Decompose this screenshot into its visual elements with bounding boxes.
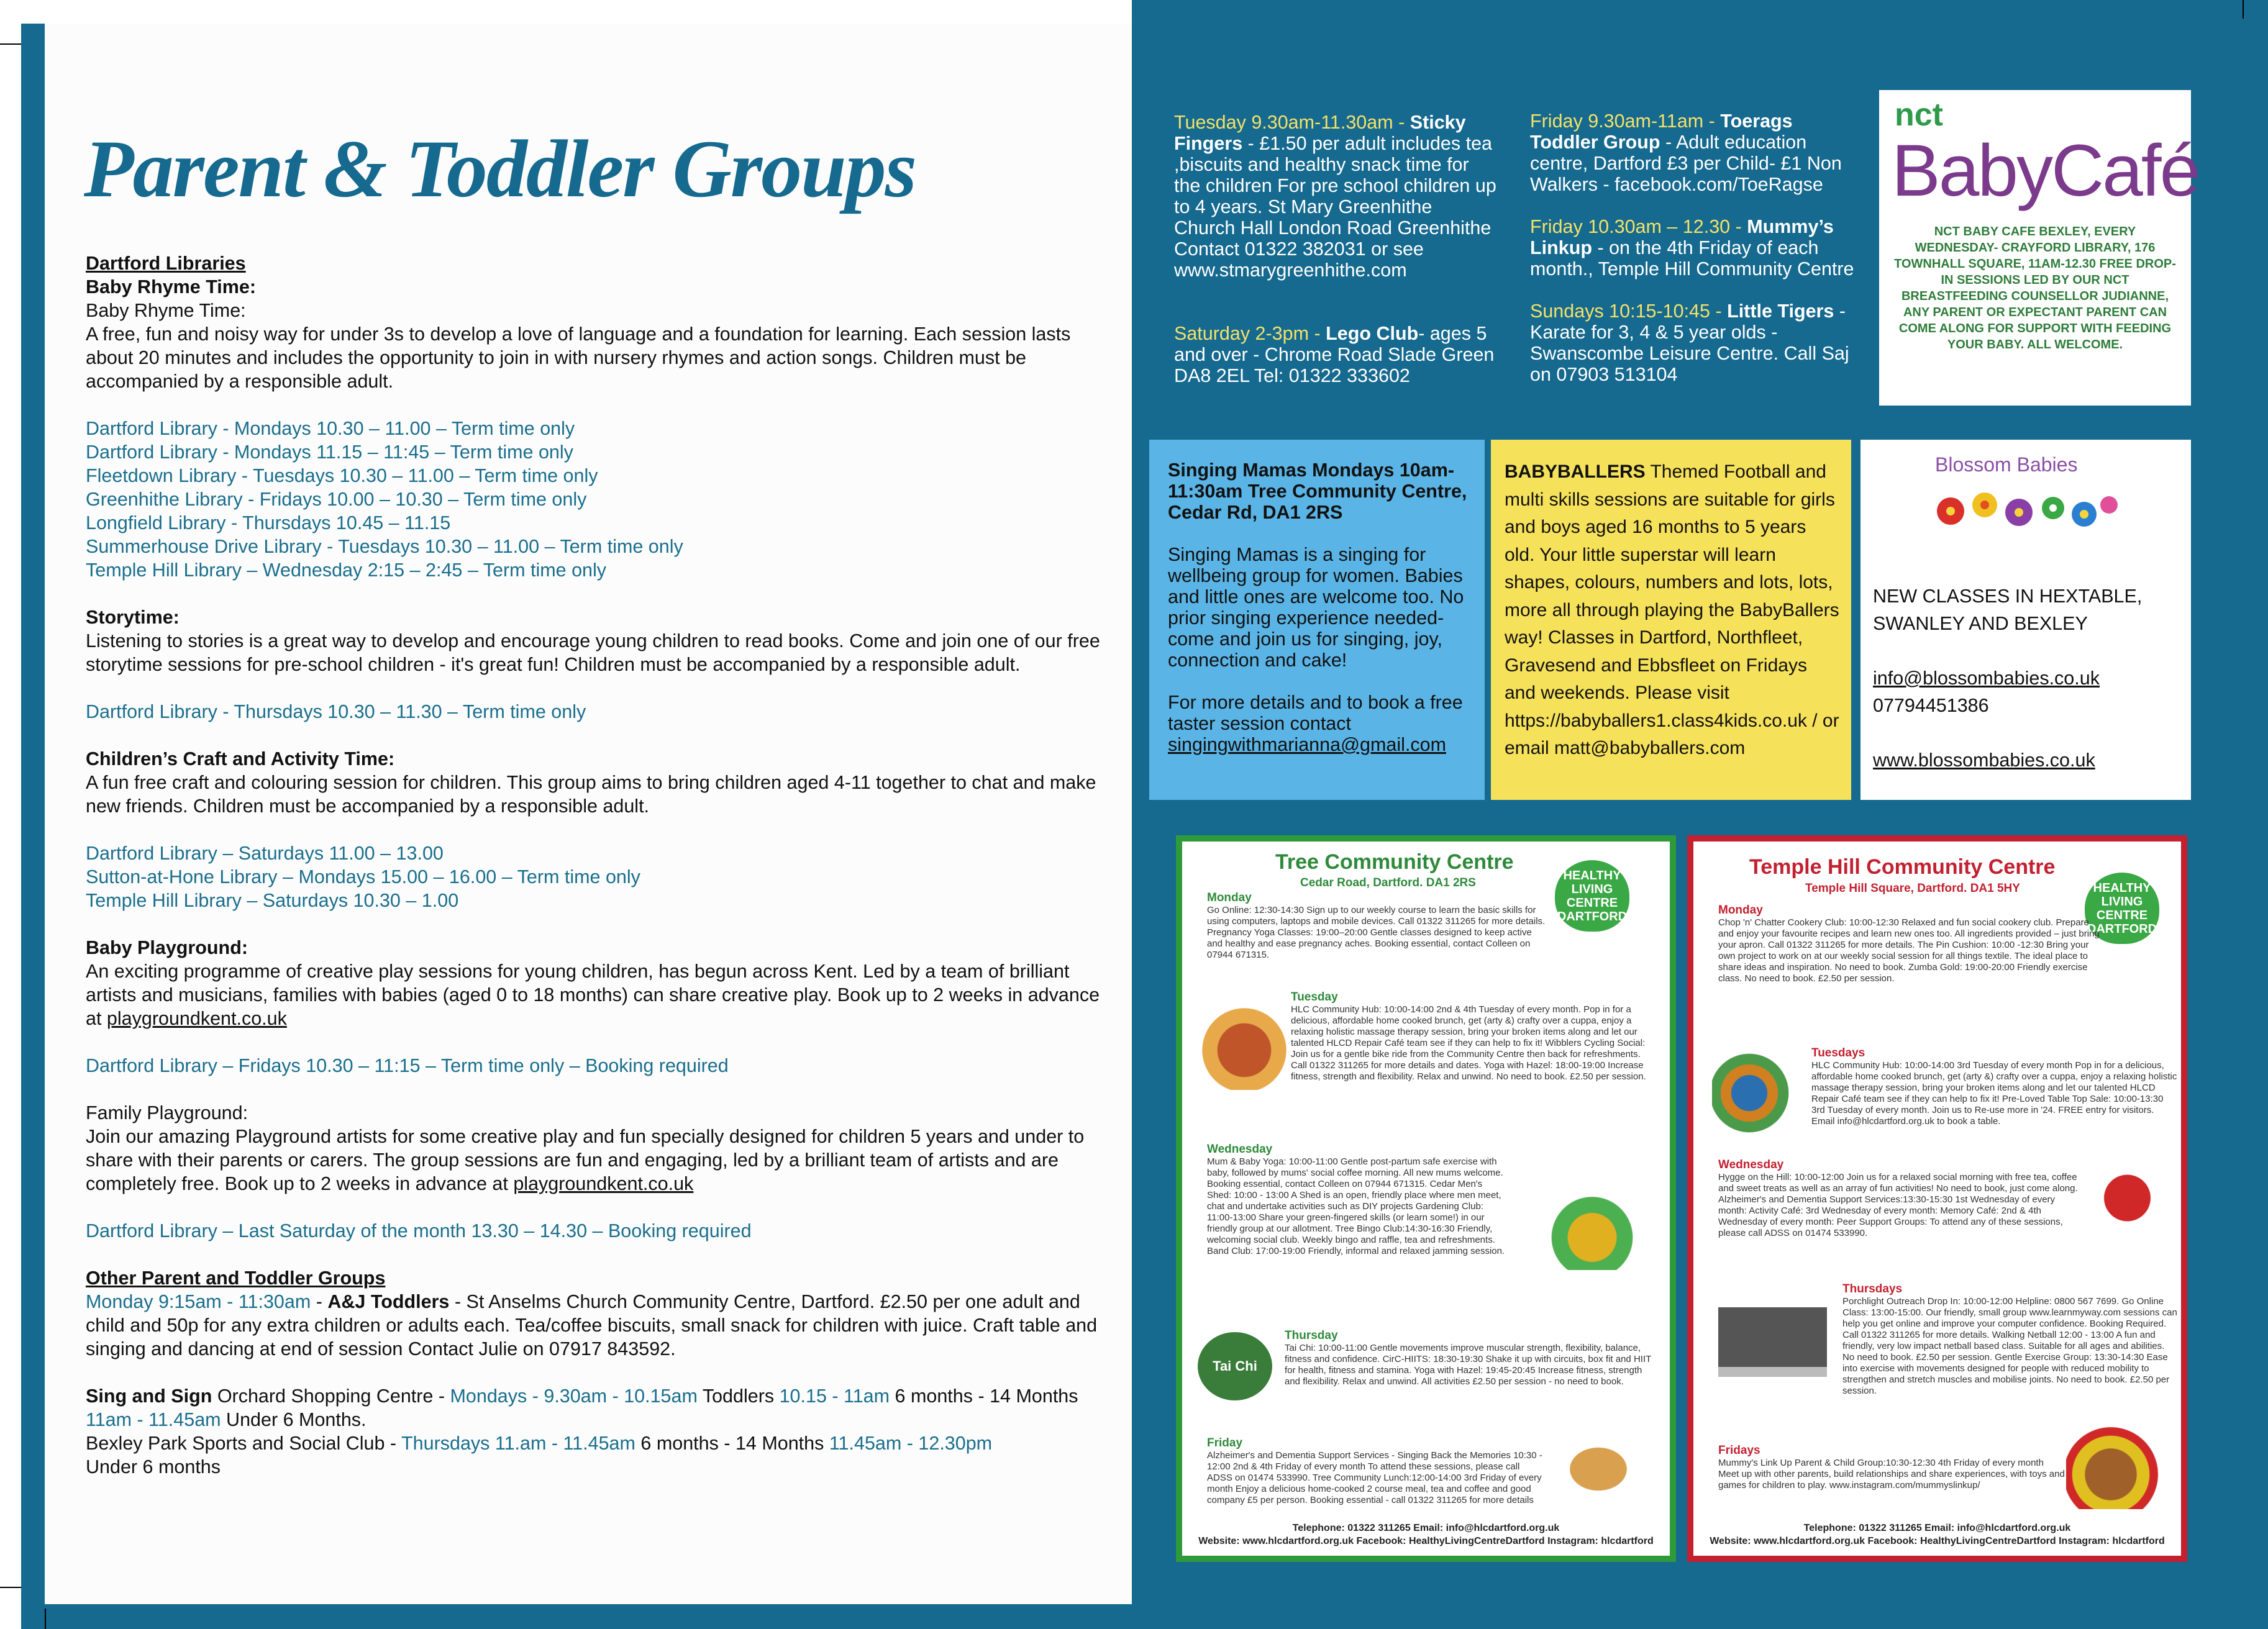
family-description (86, 1125, 1117, 1196)
flower-purple-icon (2005, 499, 2033, 526)
baby-rhyme-subheading: Baby Rhyme Time: (86, 300, 246, 321)
babyballers-box (1491, 440, 1851, 800)
sing-text: Toddlers (697, 1386, 780, 1407)
entry-name: Toerags Toddler Group (1530, 111, 1793, 153)
section-heading: Dartford Libraries (86, 253, 246, 274)
day-text: Porchlight Outreach Drop In: 10:00-12:00 Helpline: 0800 567 7699. Go Online Class: 13:00-15:00. Our friendly, small group www.learnmyway.com sessions can help you get online and improve your computer confidence. Booking Required. Call 01322 311265 for more details. Walking Netball 12:00 - 13:00 A fun and friendly, very low impact netball based class. Suitable for all ages and abilities. No need to book. £2.50 per session. Gentle Exercise Group: 13:30-14:30 Ease into exercise with movements designed for people with reduced mobility to strengthen and stretch muscles and mobilise joints. No need to book. £2.50 per session. (1842, 1296, 2177, 1396)
day-label: Tuesdays (1811, 1046, 1865, 1060)
laptop-icon (1718, 1307, 1827, 1407)
day-label: Wednesday (1207, 1143, 1273, 1156)
family-text: Join our amazing Playground artists for some creative play and fun specially designed for children 5 years and under to share with their parents or carers. The group sessions are fun and engaging, led by a brilliant team of artists and are completely free. Book up to 2 weeks in advance at (86, 1126, 1085, 1194)
toys-icon (2066, 1422, 2178, 1509)
nct-babycafe-box (1879, 90, 2199, 406)
entry-time: Saturday 2-3pm - (1174, 323, 1326, 344)
poster-subtitle: Temple Hill Square, Dartford. DA1 5HY (1805, 882, 2020, 895)
footer-web: Website: www.hlcdartford.org.uk Facebook: HealthyLivingCentreDartford Instagram: hlcdartford (1198, 1536, 1654, 1546)
entry-desc: - Adult education centre, Dartford £3 per Child- £1 Non Walkers - facebook.com/ToeRagse (1530, 132, 1842, 195)
sing-loc: Orchard Shopping Centre - (212, 1386, 450, 1407)
poster-wednesday (1207, 1143, 1505, 1257)
flower-red-icon (1937, 497, 1964, 525)
poster-fridays (1718, 1444, 2066, 1491)
footer-contact: Telephone: 01322 311265 Email: info@hlcdartford.org.uk (1803, 1523, 2071, 1533)
list-item: Dartford Library – Last Saturday of the month 13.30 – 14.30 – Booking required (86, 1220, 752, 1241)
entry-time: Tuesday 9.30am-11.30am - (1174, 112, 1410, 133)
list-item: Dartford Library – Saturdays 11.00 – 13.00 (86, 843, 444, 864)
flower-blue-icon (2072, 502, 2097, 527)
taichi-icon: Tai Chi (1198, 1332, 1272, 1400)
list-item: Dartford Library - Mondays 11.15 – 11:45 – Term time only (86, 442, 573, 463)
crop-mark (45, 1609, 46, 1629)
bexley-entry-end: Under 6 months (86, 1456, 221, 1477)
nct-description: NCT BABY CAFE BEXLEY, EVERY WEDNESDAY- CRAYFORD LIBRARY, 176 TOWNHALL SQUARE, 11AM-12.30 FREE DROP-IN SESSIONS LED BY OUR NCT BREASTFEEDING COUNSELLOR JUDIANNE, ANY PARENT OR EXPECTANT PARENT CAN COME ALONG FOR SUPPORT WITH FEEDING YOUR BABY. ALL WELCOME. (1894, 225, 2176, 352)
list-item: Temple Hill Library – Saturdays 10.30 – 1.00 (86, 890, 459, 911)
poster-footer (1182, 1522, 1670, 1548)
entry-name: Sticky Fingers (1174, 112, 1466, 154)
toerags-entry (1530, 111, 1859, 195)
sing-text: Under 6 Months. (221, 1409, 367, 1430)
entry-desc: - £1.50 per adult includes tea ,biscuits and healthy snack time for the children For pre school children up to 4 years. St Mary Greenhithe Church Hall London Road Greenhithe Contact 01322 382031 or see www.stmarygreenhithe.com (1174, 133, 1496, 281)
crop-mark (0, 1587, 21, 1588)
singing-email-link[interactable]: singingwithmarianna@gmail.com (1168, 734, 1446, 755)
aj-toddlers-entry (86, 1290, 1117, 1361)
sing-time: Mondays - 9.30am - 10.15am (450, 1386, 698, 1407)
bexley-time: Thursdays 11.am - 11.45am (401, 1433, 635, 1454)
poster-footer (1693, 1522, 2181, 1548)
flower-yellow-icon (1972, 492, 1997, 517)
nct-logo: nct (1895, 97, 1943, 133)
poster-monday (1718, 904, 2103, 984)
day-label: Thursdays (1842, 1282, 1903, 1295)
list-item: Dartford Library - Thursdays 10.30 – 11.30 – Term time only (86, 701, 586, 722)
sing-and-sign-entry (86, 1384, 1117, 1432)
blossom-web-link[interactable]: www.blossombabies.co.uk (1873, 750, 2095, 771)
aj-dash: - (311, 1291, 328, 1312)
page-title: Parent & Toddler Groups (84, 123, 916, 214)
singing-contact (1168, 692, 1472, 755)
blossom-content (1873, 583, 2184, 774)
flower-green-icon (2042, 497, 2064, 519)
garden-icon (1539, 1177, 1645, 1270)
poster-subtitle: Cedar Road, Dartford. DA1 2RS (1300, 876, 1476, 889)
footer-web: Website: www.hlcdartford.org.uk Facebook: HealthyLivingCentreDartford Instagram: hlcdartford (1710, 1536, 2165, 1546)
stones-icon (1712, 1050, 1805, 1137)
poster-tuesday (1291, 991, 1648, 1082)
playground-description (86, 960, 1117, 1030)
sing-name: Sing and Sign (86, 1386, 212, 1407)
day-label: Wednesday (1718, 1158, 1784, 1171)
left-body (86, 252, 1117, 1479)
list-item: Longfield Library - Thursdays 10.45 – 11.15 (86, 512, 451, 533)
bexley-time: 11.45am - 12.30pm (829, 1433, 993, 1454)
day-text: Go Online: 12:30-14:30 Sign up to our weekly course to learn the basic skills for using computers, laptops and mobile devices. Call 01322 311265 for more details. Pregnancy Yoga Classes: 19:00–20:00 Gentle classes designed to keep active and healthy and ease pregnancy aches. Booking essential, contact Colleen on 07944 671315. (1207, 905, 1546, 960)
entry-desc: - Karate for 3, 4 & 5 year olds - Swanscombe Leisure Centre. Call Saj on 07903 513104 (1530, 301, 1849, 385)
family-link[interactable]: playgroundkent.co.uk (513, 1173, 694, 1194)
poster-wednesday (1718, 1158, 2079, 1239)
sing-time: 11am - 11.45am (86, 1409, 221, 1430)
craft-description: A fun free craft and colouring session for children. This group aims to bring children aged 4-11 together to chat and make new friends. Children must be accompanied by a responsible adult. (86, 772, 1096, 817)
family-heading: Family Playground: (86, 1102, 248, 1123)
entry-name: Lego Club (1326, 323, 1419, 344)
singing-mamas-box (1149, 440, 1485, 800)
day-text: Hygge on the Hill: 10:00-12:00 Join us for a relaxed social morning with free tea, coffee and sweet treats as well as an array of fun activities! No need to book, just come along. Alzheimer's and Dementia Support Services:13:30-15:30 1st Wednesday of every month: Activity Café: 3rd Wednesday of every month: Memory Café: 2nd & 4th Wednesday of every month: Peer Support Groups: To attend any of these sessions, please call ADSS on 01474 533990. (1718, 1172, 2078, 1238)
mummys-linkup-entry (1530, 216, 1859, 279)
poster-title: Temple Hill Community Centre (1749, 855, 2056, 879)
baby-rhyme-description: A free, fun and noisy way for under 3s to develop a love of language and a foundation for learning. Each session lasts about 20 minutes and includes the opportunity to join in with nursery rhymes and action songs. Children must be accompanied by a responsible adult. (86, 324, 1071, 392)
entry-time: Sundays 10:15-10:45 - (1530, 301, 1728, 322)
poster-thursdays (1842, 1282, 2178, 1397)
singing-description: Singing Mamas is a singing for wellbeing group for women. Babies and little ones are welcome too. No prior singing experience needed- come and join us for singing, joy, connection and cake! (1168, 544, 1464, 671)
crop-mark (2243, 0, 2244, 19)
babyballers-desc: Themed Football and multi skills sessions are suitable for girls and boys aged 16 months to 5 years old. Your little superstar will learn shapes, colours, numbers and lots, lots, more all through playing the BabyBallers way! Classes in Dartford, Northfleet, Gravesend and Ebbsfleet on Fridays and weekends. Please visit https://babyballers1.class4kids.co.uk / or email matt@babyballers.com (1505, 461, 1839, 758)
singing-contact-text: For more details and to book a free taster session contact (1168, 692, 1463, 734)
entry-time: Friday 10.30am – 12.30 - (1530, 216, 1747, 237)
list-item: Sutton-at-Hone Library – Mondays 15.00 – 16.00 – Term time only (86, 866, 640, 887)
right-col-2 (1530, 111, 1859, 385)
poster-friday (1207, 1436, 1542, 1506)
sing-text: 6 months - 14 Months (890, 1386, 1078, 1407)
day-label: Tuesday (1291, 991, 1338, 1004)
storytime-heading: Storytime: (86, 607, 180, 628)
day-text: Chop 'n' Chatter Cookery Club: 10:00-12:30 Relaxed and fun social cookery club. Prepare and enjoy your favourite recipes and learn new ones too. All ingredients provided – just bring your apron. Call 01322 311265 for more details. The Pin Cushion: 10:00 -12:30 Bring your own project to work on at our weekly social session for all things textile. The ideal place to share ideas and inspiration. No need to book. Zumba Gold: 19:00-20:00 Friendly exercise class. No need to book. £2.50 per session. (1718, 917, 2100, 984)
other-groups-heading: Other Parent and Toddler Groups (86, 1268, 386, 1289)
day-text: Tai Chi: 10:00-11:00 Gentle movements improve muscular strength, flexibility, balance, fitness and confidence. CirC-HIITS: 18:30-19:30 Shake it up with circuits, box fit and HIIT for health, fitness and stamina. Yoga with Hazel: 19:45-20:45 Increase fitness, strength and flexibility. Relax and unwind. All activities £2.50 per session - no need to book. (1285, 1343, 1652, 1387)
blossom-email-link[interactable]: info@blossombabies.co.uk (1873, 668, 2100, 689)
healthy-living-logo: HEALTHY LIVING CENTRE DARTFORD (2085, 873, 2159, 944)
list-item: Fleetdown Library - Tuesdays 10.30 – 11.00 – Term time only (86, 465, 598, 486)
blossom-classes: NEW CLASSES IN HEXTABLE, SWANLEY AND BEXLEY (1873, 586, 2143, 634)
playground-link[interactable]: playgroundkent.co.uk (106, 1008, 287, 1029)
pingpong-icon (2091, 1164, 2172, 1239)
tree-community-poster (1176, 835, 1676, 1562)
entry-time: Friday 9.30am-11am - (1530, 111, 1721, 132)
day-label: Monday (1718, 904, 1763, 917)
poster-monday (1207, 891, 1549, 961)
entry-name: Mummy’s Linkup (1530, 216, 1834, 258)
aj-time: Monday 9:15am - 11:30am (86, 1291, 311, 1312)
entry-name: Little Tigers (1727, 301, 1834, 322)
babyballers-name: BABYBALLERS (1505, 461, 1646, 482)
sing-time: 10.15 - 11am (779, 1386, 890, 1407)
lego-club-entry (1174, 323, 1497, 386)
blossom-logo: Blossom Babies (1935, 453, 2078, 476)
right-col-1 (1174, 112, 1497, 386)
list-item: Greenhithe Library - Fridays 10.00 – 10.30 – Term time only (86, 489, 587, 510)
blossom-phone: 07794451386 (1873, 695, 1989, 716)
day-label: Fridays (1718, 1444, 1760, 1457)
pie-icon (1549, 1432, 1648, 1500)
playground-text: An exciting programme of creative play sessions for young children, has begun across Kent. Led by a team of brilliant artists and musicians, families with babies (aged 0 to 18 months) can share creative play. Book up to 2 weeks in advance at (86, 961, 1100, 1029)
aj-desc: - St Anselms Church Community Centre, Dartford. £2.50 per one adult and child and 50p for any extra children or adults each. Tea/coffee biscuits, small snack for children with juice. Craft table and singing and dancing at end of session Contact Julie on 07917 843592. (86, 1291, 1098, 1359)
flower-pink-icon (2100, 496, 2118, 514)
day-text: Mum & Baby Yoga: 10:00-11:00 Gentle post-partum safe exercise with baby, followed by mums' social coffee morning. All new mums welcome. Booking essential, contact Colleen on 07944 671315. Cedar Men's Shed: 10:00 - 13:00 A Shed is an open, friendly place where men meet, chat and undertake activities such as DIY projects Gardening Club: 11:00-13:00 Share your green-fingered skills (or learn some!) in our friendly group at our allotment. Tree Bingo Club:14:30-16:30 Friendly, welcoming social club. Weekly bingo and raffle, tea and refreshments. Band Club: 17:00-19:00 Friendly, informal and relaxed jamming session. (1207, 1156, 1505, 1256)
babycafe-logo: BabyCafé (1892, 130, 2199, 212)
singing-content (1168, 460, 1472, 755)
day-text: Alzheimer's and Dementia Support Services - Singing Back the Memories 10:30 - 12:00 2nd & 4th Friday of every month To attend these sessions, please call ADSS on 01474 533990. Tree Community Lunch:12:00-14:00 3rd Friday of every month Enjoy a delicious home-cooked 2 course meal, tea and coffee and good company £5 per person. Booking essential - call 01322 311265 for more details (1207, 1450, 1542, 1505)
flowers-icon (1932, 486, 2118, 536)
entry-desc: - ages 5 and over - Chrome Road Slade Green DA8 2EL Tel: 01322 333602 (1174, 323, 1495, 386)
entry-desc: - on the 4th Friday of each month., Temple Hill Community Centre (1530, 237, 1854, 279)
poster-title: Tree Community Centre (1275, 850, 1514, 874)
singing-heading: Singing Mamas Mondays 10am- 11:30am Tree Community Centre, Cedar Rd, DA1 2RS (1168, 460, 1467, 523)
bexley-loc: Bexley Park Sports and Social Club - (86, 1433, 402, 1454)
aj-name: A&J Toddlers (327, 1291, 450, 1312)
poster-tuesdays (1811, 1046, 2178, 1127)
footer-contact: Telephone: 01322 311265 Email: info@hlcdartford.org.uk (1292, 1523, 1560, 1533)
list-item: Dartford Library - Mondays 10.30 – 11.00 – Term time only (86, 418, 575, 439)
storytime-description: Listening to stories is a great way to develop and encourage young children to read books. Come and join one of our free storytime sessions for pre-school children - it's great fun! Children must be accompanied by a responsible adult. (86, 630, 1100, 675)
bexley-entry (86, 1432, 1117, 1455)
bexley-text: 6 months - 14 Months (635, 1433, 829, 1454)
day-label: Friday (1207, 1436, 1243, 1450)
day-text: HLC Community Hub: 10:00-14:00 2nd & 4th Tuesday of every month. Pop in for a delicious, affordable home cooked brunch, get (arty &) crafty over a cuppa, enjoy a relaxing holistic massage therapy session, bring your broken items along and let our talented HLCD Repair Café team see if they can help to fix it! Wibblers Cycling Social: Join us for a gentle bike ride from the Community Centre then back for refreshments. Call 01322 311265 for more details and dates. Yoga with Hazel: 18:00-19:00 Increase fitness, strength and flexibility. Relax and unwind. No need to book. £2.50 per session. (1291, 1004, 1646, 1082)
day-text: HLC Community Hub: 10:00-14:00 3rd Tuesday of every month Pop in for a delicious, affordable home cooked brunch, get (arty &) crafty over a cuppa, enjoy a relaxing holistic massage therapy session, bring your broken items along and let our talented HLCD Repair Café team see if they can help to fix it! Pre-Loved Table Top Sale: 10:00-13:30 3rd Tuesday of every month. Join us to Re-use more in '24. FREE entry for visitors. Email info@hlcdartford.org.uk to book a table. (1811, 1060, 2177, 1127)
day-label: Monday (1207, 891, 1252, 904)
healthy-living-logo: HEALTHY LIVING CENTRE DARTFORD (1555, 860, 1629, 932)
list-item: Dartford Library – Fridays 10.30 – 11:15 – Term time only – Booking required (86, 1055, 729, 1076)
baby-rhyme-heading: Baby Rhyme Time: (86, 276, 257, 297)
crop-mark (0, 43, 21, 45)
craft-heading: Children’s Craft and Activity Time: (86, 748, 395, 769)
blossom-babies-box (1860, 440, 2191, 800)
temple-hill-poster (1687, 835, 2187, 1562)
little-tigers-entry (1530, 301, 1859, 385)
playground-heading: Baby Playground: (86, 937, 248, 958)
sticky-fingers-entry (1174, 112, 1497, 281)
list-item: Summerhouse Drive Library - Tuesdays 10.30 – 11.00 – Term time only (86, 536, 683, 557)
day-text: Mummy's Link Up Parent & Child Group:10:30-12:30 4th Friday of every month Meet up with other parents, build relationships and share experiences, with toys and games for children to play. www.instagram.com/mummyslinkup/ (1718, 1458, 2065, 1491)
poster-thursday (1285, 1329, 1651, 1387)
top-strip (21, 0, 1132, 24)
babyballers-content (1505, 458, 1840, 763)
day-label: Thursday (1285, 1329, 1338, 1342)
list-item: Temple Hill Library – Wednesday 2:15 – 2:45 – Term time only (86, 560, 607, 581)
paintbrush-icon (1198, 991, 1291, 1090)
